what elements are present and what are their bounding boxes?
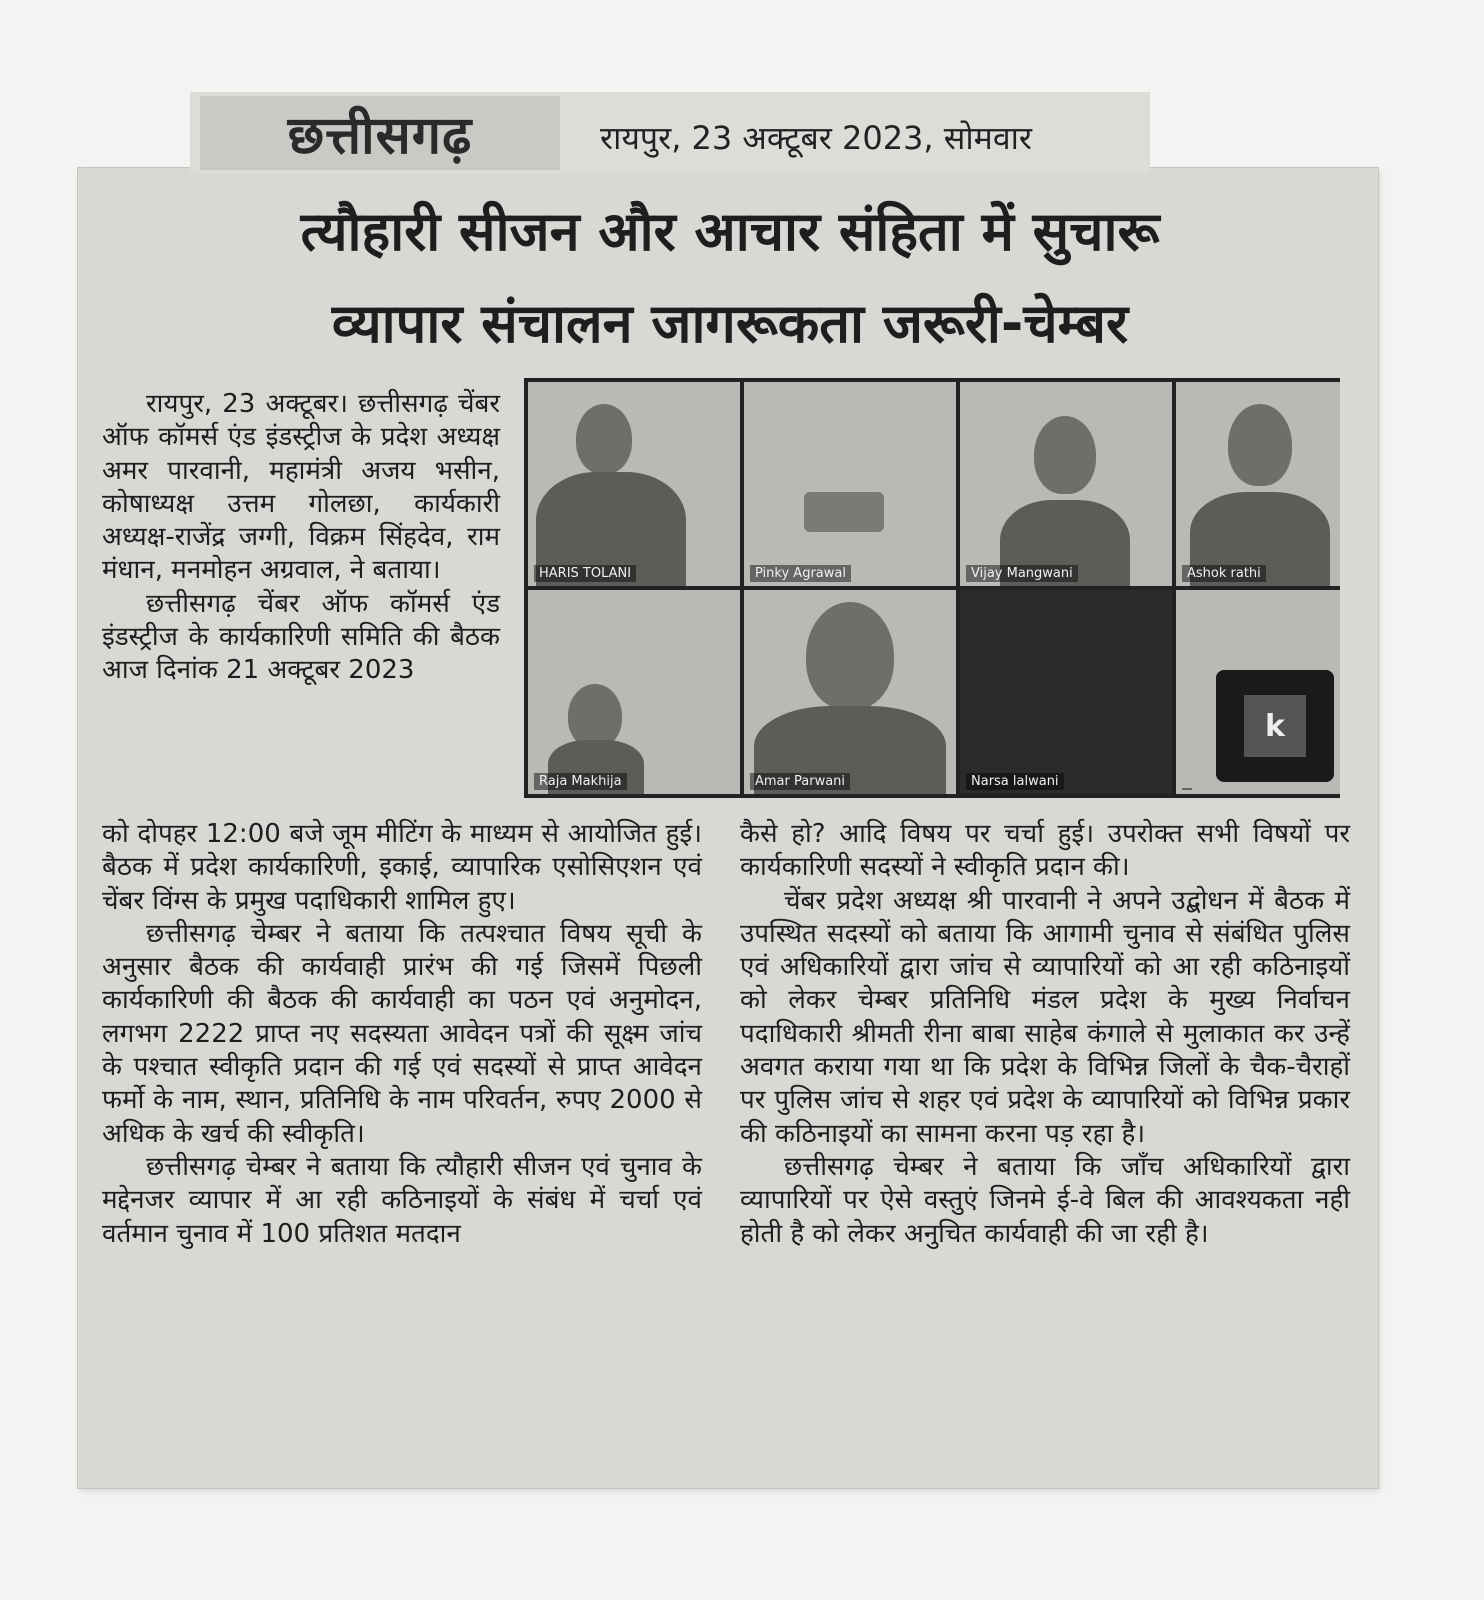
article-column-right — [740, 818, 1350, 1251]
masthead: छत्तीसगढ़ — [200, 96, 560, 170]
paragraph: रायपुर, 23 अक्टूबर। छत्तीसगढ़ चेंबर ऑफ कॉमर्स एंड इंडस्ट्रीज के प्रदेश अध्यक्ष अमर पारवानी, महामंत्री अजय भसीन, कोषाध्यक्ष उत्तम गोलछा, कार्यकारी अध्यक्ष-राजेंद्र जग्गी, विक्रम सिंहदेव, राम मंधान, मनमोहन अग्रवाल, ने बताया। — [102, 389, 500, 586]
headline-line-2: व्यापार संचालन जागरूकता जरूरी-चेम्बर — [331, 292, 1129, 355]
participant-head — [1034, 416, 1096, 494]
headline — [100, 186, 1360, 370]
participant-tile — [528, 590, 740, 794]
participant-name: Ashok rathi — [1182, 565, 1266, 582]
article-column-left-top — [102, 388, 500, 688]
paragraph: छत्तीसगढ़ चेम्बर ने बताया कि जाँच अधिकारियों द्वारा व्यापारियों पर ऐसे वस्तुएं जिनमे ई-वे बिल की आवश्यकता नही होती है को लेकर अनुचित कार्यवाही की जा रही है। — [740, 1151, 1350, 1249]
participant-tile — [960, 382, 1172, 586]
paragraph: छत्तीसगढ़ चेम्बर ने बताया कि त्यौहारी सीजन एवं चुनाव के मद्देनजर व्यापार में आ रही कठिनाइयों के संबंध में चर्चा एवं वर्तमान चुनाव में 100 प्रतिशत मतदान — [102, 1151, 702, 1249]
headline-line-1: त्यौहारी सीजन और आचार संहिता में सुचारू — [300, 200, 1160, 263]
paragraph: चेंबर प्रदेश अध्यक्ष श्री पारवानी ने अपने उद्बोधन में बैठक में उपस्थित सदस्यों को बताया कि आगामी चुनाव से संबंधित पुलिस एवं अधिकारियों द्वारा जांच से व्यापारियों को आ रही कठिनाइयों को लेकर चेम्बर प्रतिनिधि मंडल प्रदेश के मुख्य निर्वाचन पदाधिकारी श्रीमती रीना बाबा साहेब कंगाले से मुलाकात कर उन्हें अवगत कराया गया था कि प्रदेश के विभिन्न जिलों के चैक-चैराहों पर पुलिस जांच से शहर एवं प्रदेश के व्यापारियों को विभिन्न प्रकार की कठिनाइयों का सामना करना पड़ रहा है। — [740, 885, 1350, 1149]
participant-name: Pinky Agrawal — [750, 565, 851, 582]
participant-tile — [744, 590, 956, 794]
participant-head — [576, 404, 632, 474]
participant-name: Narsa lalwani — [966, 773, 1064, 790]
avatar-badge — [1216, 670, 1334, 782]
furniture-shape — [804, 492, 884, 532]
participant-tile — [1176, 382, 1340, 586]
participant-name: Vijay Mangwani — [966, 565, 1078, 582]
paragraph: को दोपहर 12:00 बजे जूम मीटिंग के माध्यम से आयोजित हुई। बैठक में प्रदेश कार्यकारिणी, इकाई, व्यापारिक एसोसिएशन एवं चेंबर विंग्स के प्रमुख पदाधिकारी शामिल हुए। — [102, 819, 702, 916]
participant-tile — [960, 590, 1172, 794]
zoom-meeting-photo — [524, 378, 1340, 798]
participant-name: HARIS TOLANI — [534, 565, 636, 582]
participant-head — [806, 602, 894, 710]
dateline: रायपुर, 23 अक्टूबर 2023, सोमवार — [600, 118, 1032, 157]
participant-head — [568, 684, 622, 748]
participant-tile — [528, 382, 740, 586]
participant-tile — [1176, 590, 1340, 794]
participant-name: Raja Makhija — [534, 773, 627, 790]
article-column-left-bottom — [102, 818, 702, 1251]
participant-name: Amar Parwani — [750, 773, 850, 790]
avatar-letter: k — [1244, 695, 1306, 757]
participant-head — [1228, 404, 1292, 486]
participant-name — [1182, 788, 1192, 790]
participant-tile — [744, 382, 956, 586]
paragraph: छत्तीसगढ़ चेम्बर ने बताया कि तत्पश्चात विषय सूची के अनुसार बैठक की कार्यवाही प्रारंभ की गई जिसमें पिछली कार्यकारिणी की बैठक की कार्यवाही का पठन एवं अनुमोदन, लगभग 2222 प्राप्त नए सदस्यता आवेदन पत्रों की सूक्ष्म जांच के पश्चात स्वीकृति प्रदान की गई एवं सदस्यों से प्राप्त आवेदन फर्मो के नाम, स्थान, प्रतिनिधि के नाम परिवर्तन, रुपए 2000 से अधिक के खर्च की स्वीकृति। — [102, 918, 702, 1149]
paragraph: कैसे हो? आदि विषय पर चर्चा हुई। उपरोक्त सभी विषयों पर कार्यकारिणी सदस्यों ने स्वीकृति प्रदान की। — [740, 819, 1350, 883]
paragraph: छत्तीसगढ़ चेंबर ऑफ कॉमर्स एंड इंडस्ट्रीज के कार्यकारिणी समिति की बैठक आज दिनांक 21 अक्टूबर 2023 — [102, 588, 500, 686]
